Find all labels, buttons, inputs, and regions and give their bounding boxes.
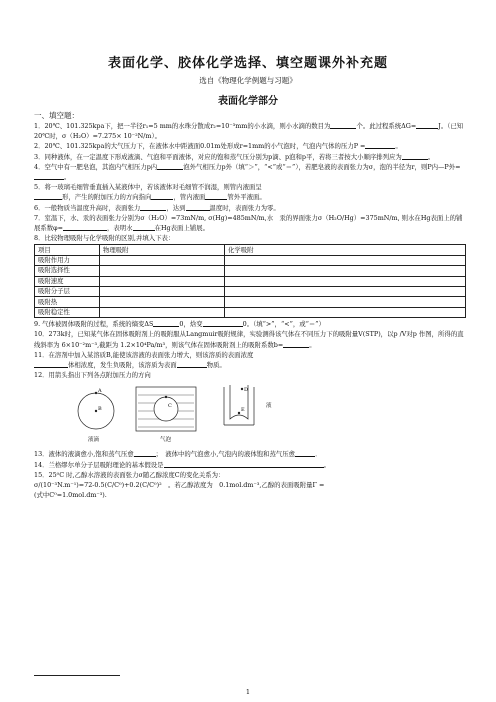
answer-blank[interactable] xyxy=(416,121,438,129)
answer-blank[interactable] xyxy=(34,172,64,180)
question-15: 15．25⁰C 时,乙醇水溶液的表面张力σ随乙醇浓度C的变化关系为： σ/(10⁻³N.m⁻¹)=72-0.5(C/C⁰)+0.2(C/C⁰)² 。若乙醇浓度为 0.1mol.dm⁻³,乙醇的表面吸附量Γ = (式中C⁰=1.0mol.dm⁻³). xyxy=(34,470,325,500)
table-cell[interactable] xyxy=(225,287,466,297)
table-cell[interactable] xyxy=(225,297,466,307)
table-cell[interactable] xyxy=(100,297,225,307)
footnote-divider xyxy=(34,675,120,676)
droplet-label: 液滴 xyxy=(88,437,100,444)
table-cell[interactable] xyxy=(100,307,225,317)
answer-blank[interactable] xyxy=(177,360,207,368)
answer-blank[interactable] xyxy=(283,340,309,348)
question-8: 8．比较物理吸附与化学吸附的区别,并填入下表： xyxy=(34,234,175,243)
subheading: 一、填空题： xyxy=(34,111,79,120)
table-cell[interactable] xyxy=(100,266,225,276)
bubble-diagram xyxy=(136,387,196,443)
answer-blank[interactable] xyxy=(140,203,166,211)
question-3: 3．同种液体，在一定温度下形成液滴、气泡和平面液体，对应的饱和蒸气压分别为p滴、p泡和p平，若将三者按大小顺序排列应为 。 xyxy=(34,152,435,161)
table-row-label: 吸附稳定性 xyxy=(35,307,100,317)
question-14: 14．兰格缪尔单分子层吸附理论的基本假设是 。 xyxy=(34,460,330,469)
answer-blank[interactable] xyxy=(402,152,428,160)
answer-blank[interactable] xyxy=(205,192,227,200)
question-9: 9. 气体被固体吸附的过程，系统的熵变ΔS 0，焓变 0。（填“>”，“<”，或“＝”） xyxy=(34,320,325,329)
table-row-label: 吸附热 xyxy=(35,297,100,307)
point-label-d: D xyxy=(244,387,249,394)
table-cell[interactable] xyxy=(100,255,225,265)
point-label-c: C xyxy=(168,403,172,410)
table-cell[interactable] xyxy=(225,255,466,265)
answer-blank[interactable] xyxy=(157,162,183,170)
answer-blank[interactable] xyxy=(134,449,156,457)
section-title: 表面化学部分 xyxy=(218,96,278,107)
question-6: 6．一般物质当温度升高时，表面张力 ，达到 温度时，表面张力为零。 xyxy=(34,203,280,212)
bubble-label: 气泡 xyxy=(160,437,172,444)
table-cell[interactable] xyxy=(100,276,225,286)
question-11: 11．在溶剂中加入某溶质B,能使该溶液的表面张力增大，则该溶质的表面浓度 体相浓度，发生负吸附，该溶质为表面 物质。 xyxy=(34,350,254,369)
droplet-diagram xyxy=(78,388,114,443)
table-cell[interactable] xyxy=(225,307,466,317)
page-number: 1 xyxy=(245,688,251,696)
table-row-label: 吸附作用力 xyxy=(35,255,100,265)
table-cell[interactable] xyxy=(225,276,466,286)
point-label-e: E xyxy=(241,407,245,414)
table-cell[interactable] xyxy=(225,266,466,276)
table-row-label: 吸附分子层 xyxy=(35,287,100,297)
table-header: 化学吸附 xyxy=(225,245,466,255)
answer-blank[interactable] xyxy=(186,203,210,211)
answer-blank[interactable] xyxy=(151,192,173,200)
answer-blank[interactable] xyxy=(34,360,68,368)
adsorption-comparison-table xyxy=(34,244,466,318)
question-10: 10．273k时，已知某气体在固体吸附剂上的吸附服从Langmuir吸附规律，实验测得该气体在不同压力下的吸附量V(STP)，以p /V对p 作图，所得的直线斜率为 6×10⁻²m⁻³,截距为 1.2×10⁴Pa/m³，则该气体在固体吸附剂上的吸附系数b= 。 xyxy=(34,330,464,349)
point-label-a: A xyxy=(98,388,102,395)
table-row xyxy=(35,266,466,276)
question-1: 1．20℃、101.325kpa下，把一半径r₁=5 mm的水珠分散成r₂=10⁻³mm的小水滴，则小水滴的数目为 个。此过程系统ΔG= J。（已知20℃时，σ（H₂O）=7.275× 10⁻²N/m）。 xyxy=(34,122,464,141)
capillary-diagram xyxy=(224,385,272,425)
answer-blank[interactable] xyxy=(153,319,179,327)
table-row xyxy=(35,276,466,286)
question-5: 5．将一玻璃毛细管垂直插入某液体中，若该液体对毛细管不润湿，则管内液面呈 形，产生的附加压力的方向指向 ，管内液面 管外平液面。 xyxy=(34,183,266,202)
table-row xyxy=(35,255,466,265)
figure-drawing xyxy=(74,381,294,447)
point-label-b: B xyxy=(98,406,102,413)
question-4: 4．空气中有一肥皂泡，其泡内气相压力p内 泡外气相压力p外（填“＞”，“<”或“＝”），若肥皂液的表面张力为σ，泡的半径为r，则P内—P外=。 xyxy=(34,162,461,182)
answer-blank[interactable] xyxy=(365,141,395,149)
question-list xyxy=(34,121,466,500)
table-row-label: 吸附选择性 xyxy=(35,266,100,276)
answer-blank[interactable] xyxy=(63,223,107,231)
table-header: 物理吸附 xyxy=(100,245,225,255)
pressure-direction-figure xyxy=(34,381,466,447)
table-cell[interactable] xyxy=(100,287,225,297)
table-row-label: 吸附速度 xyxy=(35,276,100,286)
question-13: 13．液体的液滴愈小,饱和蒸气压愈 ； 液体中的气泡愈小,气泡内的液体饱和蒸气压愈 ． xyxy=(34,450,322,459)
table-row xyxy=(35,297,466,307)
answer-blank[interactable] xyxy=(203,319,243,327)
document-title: 表面化学、胶体化学选择、填空题课外补充题 xyxy=(107,56,388,71)
answer-blank[interactable] xyxy=(330,121,356,129)
table-row xyxy=(35,287,466,297)
table-header: 项目 xyxy=(35,245,100,255)
table-row xyxy=(35,307,466,317)
document-source: 选自《物理化学例题与习题》 xyxy=(199,76,297,85)
table-header-row xyxy=(35,245,466,255)
answer-blank[interactable] xyxy=(34,192,62,200)
liquid-label: 液 xyxy=(266,403,272,410)
question-7: 7．室温下，水、汞的表面张力分别为σ（H₂O）=73mN/m, σ(Hg)=485mN/m,水 汞的界面张力σ（H₂O/Hg）=375mN/m, 则水在Hg表面上的铺展系数φ= ，表明水 在Hg表面上铺展。 xyxy=(34,213,463,233)
answer-blank[interactable] xyxy=(133,223,155,231)
question-2: 2．20℃、101.325kpa的大气压力下，在液体水中距液面0.01m处形成r=1mm的小气泡时，气泡内气体的压力P = 。 xyxy=(34,142,402,151)
answer-blank[interactable] xyxy=(295,449,315,457)
answer-blank[interactable] xyxy=(164,460,324,468)
question-12: 12．用箭头指出下列各点附加压力的方向 xyxy=(34,371,151,380)
